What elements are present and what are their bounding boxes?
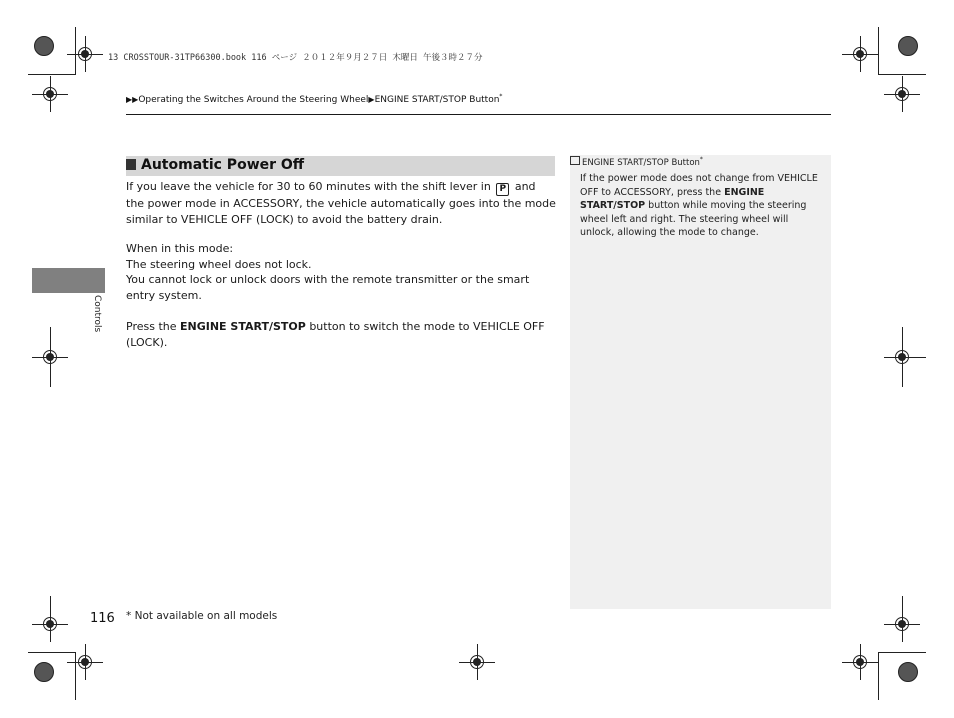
page-number: 116 xyxy=(90,611,115,626)
paragraph-text: and the power mode in ACCESSORY, the vehicle automatically goes into the mode similar to VEHICLE OFF (LOCK) to avoid the battery drain. xyxy=(126,180,556,226)
paragraph-text: button to switch the mode to VEHICLE OFF (LOCK). xyxy=(126,320,545,349)
paragraph-shift-lever xyxy=(126,179,556,227)
breadcrumb-asterisk: * xyxy=(499,93,503,100)
print-header: 13 CROSSTOUR-31TP66300.book 116 ページ ２０１２年９月２７日 木曜日 午後３時２７分 xyxy=(108,53,483,63)
crop-mark xyxy=(878,27,879,75)
color-target-icon xyxy=(34,36,54,56)
registration-mark-icon xyxy=(895,87,909,101)
footnote: * Not available on all models xyxy=(126,610,278,622)
section-title xyxy=(126,157,304,173)
section-title-text: Automatic Power Off xyxy=(141,157,305,173)
note-text: button while moving the steering wheel left and right. The steering wheel will unlock, allowing the mode to change. xyxy=(580,200,807,238)
registration-mark-icon xyxy=(78,47,92,61)
registration-mark-icon xyxy=(78,655,92,669)
crop-mark xyxy=(75,27,76,75)
registration-mark-icon xyxy=(895,350,909,364)
breadcrumb-separator-icon: ▶ xyxy=(368,95,375,104)
engine-start-stop-label: ENGINE START/STOP xyxy=(180,320,306,333)
note-asterisk: * xyxy=(699,156,703,164)
note-text: If the power mode does not change from VEHICLE OFF to ACCESSORY, press the xyxy=(580,173,818,198)
when-item-steering: The steering wheel does not lock. xyxy=(126,257,312,271)
registration-mark-icon xyxy=(470,655,484,669)
color-target-icon xyxy=(898,662,918,682)
note-heading xyxy=(570,156,703,168)
header-rule xyxy=(126,114,831,115)
reference-icon xyxy=(570,156,580,165)
registration-mark-icon xyxy=(43,617,57,631)
park-position-icon: P xyxy=(496,183,509,196)
paragraph-text: Press the xyxy=(126,320,177,333)
registration-mark-icon xyxy=(43,87,57,101)
breadcrumb-arrow-icon: ▶▶ xyxy=(126,95,139,104)
crop-mark xyxy=(878,652,879,700)
registration-mark-icon xyxy=(43,350,57,364)
crop-mark xyxy=(878,74,926,75)
registration-mark-icon xyxy=(895,617,909,631)
crop-mark xyxy=(28,74,76,75)
breadcrumb-topic-link[interactable]: ENGINE START/STOP Button xyxy=(374,95,500,105)
color-target-icon xyxy=(898,36,918,56)
registration-mark-icon xyxy=(853,655,867,669)
crop-mark xyxy=(28,652,76,653)
when-heading: When in this mode: xyxy=(126,242,234,255)
paragraph-press-button xyxy=(126,319,556,350)
paragraph-text: If you leave the vehicle for 30 to 60 minutes with the shift lever in xyxy=(126,180,491,193)
registration-mark-icon xyxy=(853,47,867,61)
note-heading-text: ENGINE START/STOP Button xyxy=(582,158,700,168)
chapter-tab[interactable] xyxy=(32,268,105,293)
when-item-locks: You cannot lock or unlock doors with the remote transmitter or the smart entry system. xyxy=(126,273,530,302)
crop-mark xyxy=(75,652,76,700)
breadcrumb xyxy=(126,93,502,105)
paragraph-mode-effects xyxy=(126,241,556,303)
note-body xyxy=(580,172,825,240)
crop-mark xyxy=(878,652,926,653)
square-bullet-icon xyxy=(126,159,136,170)
chapter-tab-label: Controls xyxy=(92,295,102,333)
breadcrumb-section-link[interactable]: Operating the Switches Around the Steering Wheel xyxy=(138,95,369,105)
color-target-icon xyxy=(34,662,54,682)
note-engine-start-stop-label: ENGINE START/STOP xyxy=(580,186,765,211)
